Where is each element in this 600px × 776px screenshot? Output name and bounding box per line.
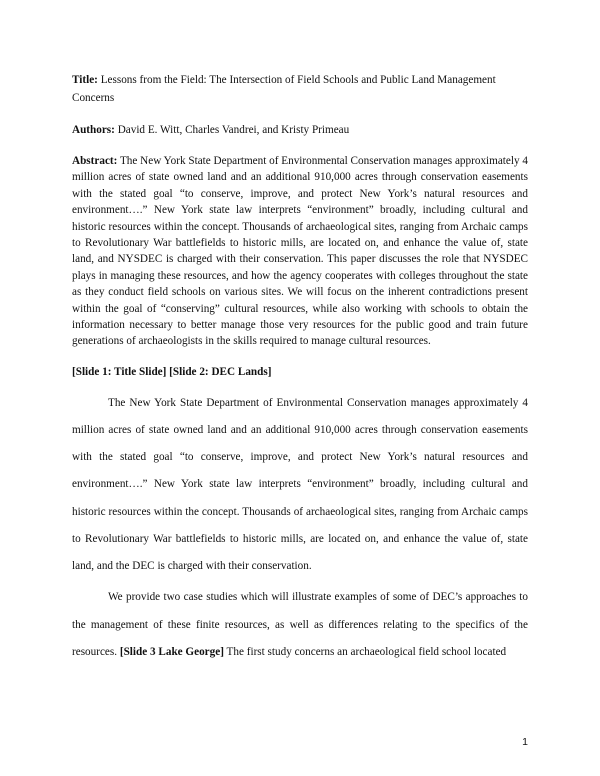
- paragraph-2-continuation: The first study concerns an archaeological field school located: [226, 645, 507, 658]
- paper-authors: [72, 121, 528, 139]
- slide-3-reference: [Slide 3 Lake George]: [119, 645, 224, 658]
- page-number: 1: [522, 736, 528, 748]
- title-label: Title:: [72, 74, 98, 86]
- title-text: Lessons from the Field: The Intersection of Field Schools and Public Land Management Concerns: [72, 74, 496, 104]
- abstract-label: Abstract:: [72, 155, 118, 167]
- authors-label: Authors:: [72, 124, 115, 136]
- slide-heading: [72, 363, 528, 381]
- abstract-text: The New York State Department of Environmental Conservation manages approximately 4 million acres of state owned land and an additional 910,000 acres through conservation easements with the stated goal “to conserve, improve, and protect New York’s natural resources and environment….” New York state law interprets “environment” broadly, including cultural and historic resources within the concept. Thousands of archaeological sites, ranging from Archaic camps to Revolutionary War battlefields to historic mills, are located on, and enhance the value of, state land, and NYSDEC is charged with their conservation. This paper discusses the role that NYSDEC plays in managing these resources, and how the agency cooperates with colleges throughout the state as they conduct field schools on various sites. We will focus on the inherent contradictions present within the goal of “conserving” cultural resources, while also working with schools to obtain the information necessary to better manage those very resources for the public good and train future generations of archaeologists in the skills required to manage cultural resources.: [72, 155, 528, 348]
- body-paragraph-2: [72, 584, 528, 666]
- page-content: [72, 71, 528, 666]
- body-paragraph-1: The New York State Department of Environmental Conservation manages approximately 4 million acres of state owned land and an additional 910,000 acres through conservation easements with the stated goal “to conserve, improve, and protect New York’s natural resources and environment….” New York state law interprets “environment” broadly, including cultural and historic resources within the concept. Thousands of archaeological sites, ranging from Archaic camps to Revolutionary War battlefields to historic mills, are located on, and enhance the value of, state land, and the DEC is charged with their conservation.: [72, 396, 528, 573]
- abstract: [72, 153, 528, 350]
- authors-text: David E. Witt, Charles Vandrei, and Kristy Primeau: [117, 124, 350, 136]
- paragraph-2-text: We provide two case studies which will illustrate examples of some of DEC’s approaches to the management of these finite resources, as well as differences relating to the specifics of the resources.: [72, 591, 528, 658]
- slide-heading-text: [Slide 1: Title Slide] [Slide 2: DEC Lands]: [72, 365, 272, 378]
- paper-title: [72, 71, 528, 107]
